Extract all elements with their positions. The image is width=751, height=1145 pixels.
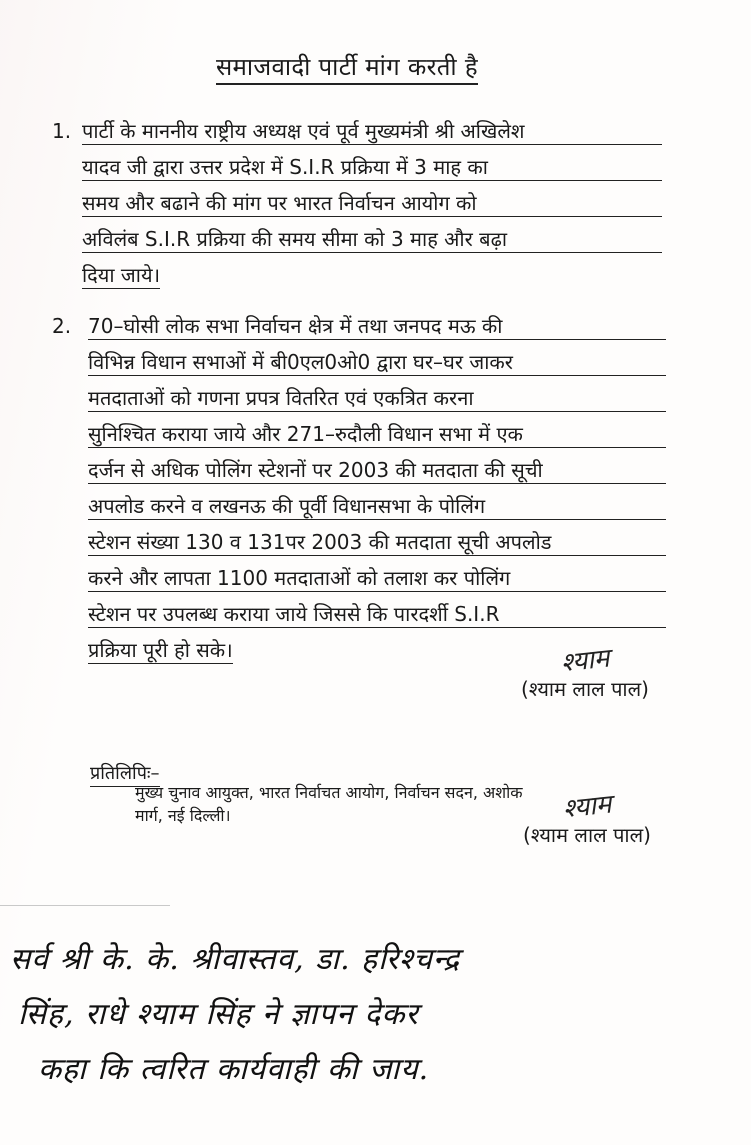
item-1-line-1: पार्टी के माननीय राष्ट्रीय अध्यक्ष एवं पूर्व मुख्यमंत्री श्री अखिलेश bbox=[82, 118, 662, 145]
item-1-line-3: समय और बढाने की मांग पर भारत निर्वाचन आयोग को bbox=[82, 190, 662, 217]
signatory-name: (श्याम लाल पाल) bbox=[521, 677, 649, 701]
signatory-name: (श्याम लाल पाल) bbox=[523, 823, 651, 847]
handwritten-note-line-1: सर्व श्री के. के. श्रीवास्तव, डा. हरिश्चन्द्र bbox=[10, 942, 461, 977]
signature-block bbox=[502, 789, 672, 848]
handwritten-note-line-2: सिंह, राधे श्याम सिंह ने ज्ञापन देकर bbox=[18, 997, 419, 1032]
item-2-line-5: दर्जन से अधिक पोलिंग स्टेशनों पर 2003 की मतदाता की सूची bbox=[88, 457, 666, 484]
signature-scribble: श्याम bbox=[561, 789, 613, 825]
item-2-line-9: स्टेशन पर उपलब्ध कराया जाये जिससे कि पारदर्शी S.I.R bbox=[88, 601, 666, 628]
signature-block bbox=[500, 643, 670, 702]
copy-to-label: प्रतिलिपिः– bbox=[90, 762, 160, 787]
item-2-line-6: अपलोड करने व लखनऊ की पूर्वी विधानसभा के पोलिंग bbox=[88, 493, 666, 520]
signature-scribble: श्याम bbox=[559, 643, 611, 679]
item-2-line-8: करने और लापता 1100 मतदाताओं को तलाश कर पोलिंग bbox=[88, 565, 666, 592]
document-title: समाजवादी पार्टी मांग करती है bbox=[216, 52, 478, 85]
page-edge-divider bbox=[0, 905, 170, 906]
item-2-line-2: विभिन्न विधान सभाओं में बी0एल0ओ0 द्वारा घर–घर जाकर bbox=[88, 349, 666, 376]
item-2-line-1: 70–घोसी लोक सभा निर्वाचन क्षेत्र में तथा जनपद मऊ की bbox=[88, 313, 666, 340]
item-1-line-5: दिया जाये। bbox=[82, 263, 161, 287]
item-number: 1. bbox=[52, 119, 72, 143]
item-2-line-7: स्टेशन संख्या 130 व 131पर 2003 की मतदाता सूची अपलोड bbox=[88, 529, 666, 556]
item-2-line-4: सुनिश्चित कराया जाये और 271–रुदौली विधान सभा में एक bbox=[88, 421, 666, 448]
item-number: 2. bbox=[52, 314, 72, 338]
copy-to-line-2: मार्ग, नई दिल्ली। bbox=[135, 806, 231, 825]
copy-to-line-1: मुख्य चुनाव आयुक्त, भारत निर्वाचत आयोग, निर्वाचन सदन, अशोक bbox=[135, 783, 523, 802]
item-2-line-10: प्रक्रिया पूरी हो सके। bbox=[88, 638, 233, 662]
item-1-line-2: यादव जी द्वारा उत्तर प्रदेश में S.I.R प्रक्रिया में 3 माह का bbox=[82, 154, 662, 181]
handwritten-note-line-3: कहा कि त्वरित कार्यवाही की जाय. bbox=[38, 1052, 430, 1087]
item-1-line-4: अविलंब S.I.R प्रक्रिया की समय सीमा को 3 माह और बढ़ा bbox=[82, 226, 662, 253]
item-2-line-3: मतदाताओं को गणना प्रपत्र वितरित एवं एकत्रित करना bbox=[88, 385, 666, 412]
